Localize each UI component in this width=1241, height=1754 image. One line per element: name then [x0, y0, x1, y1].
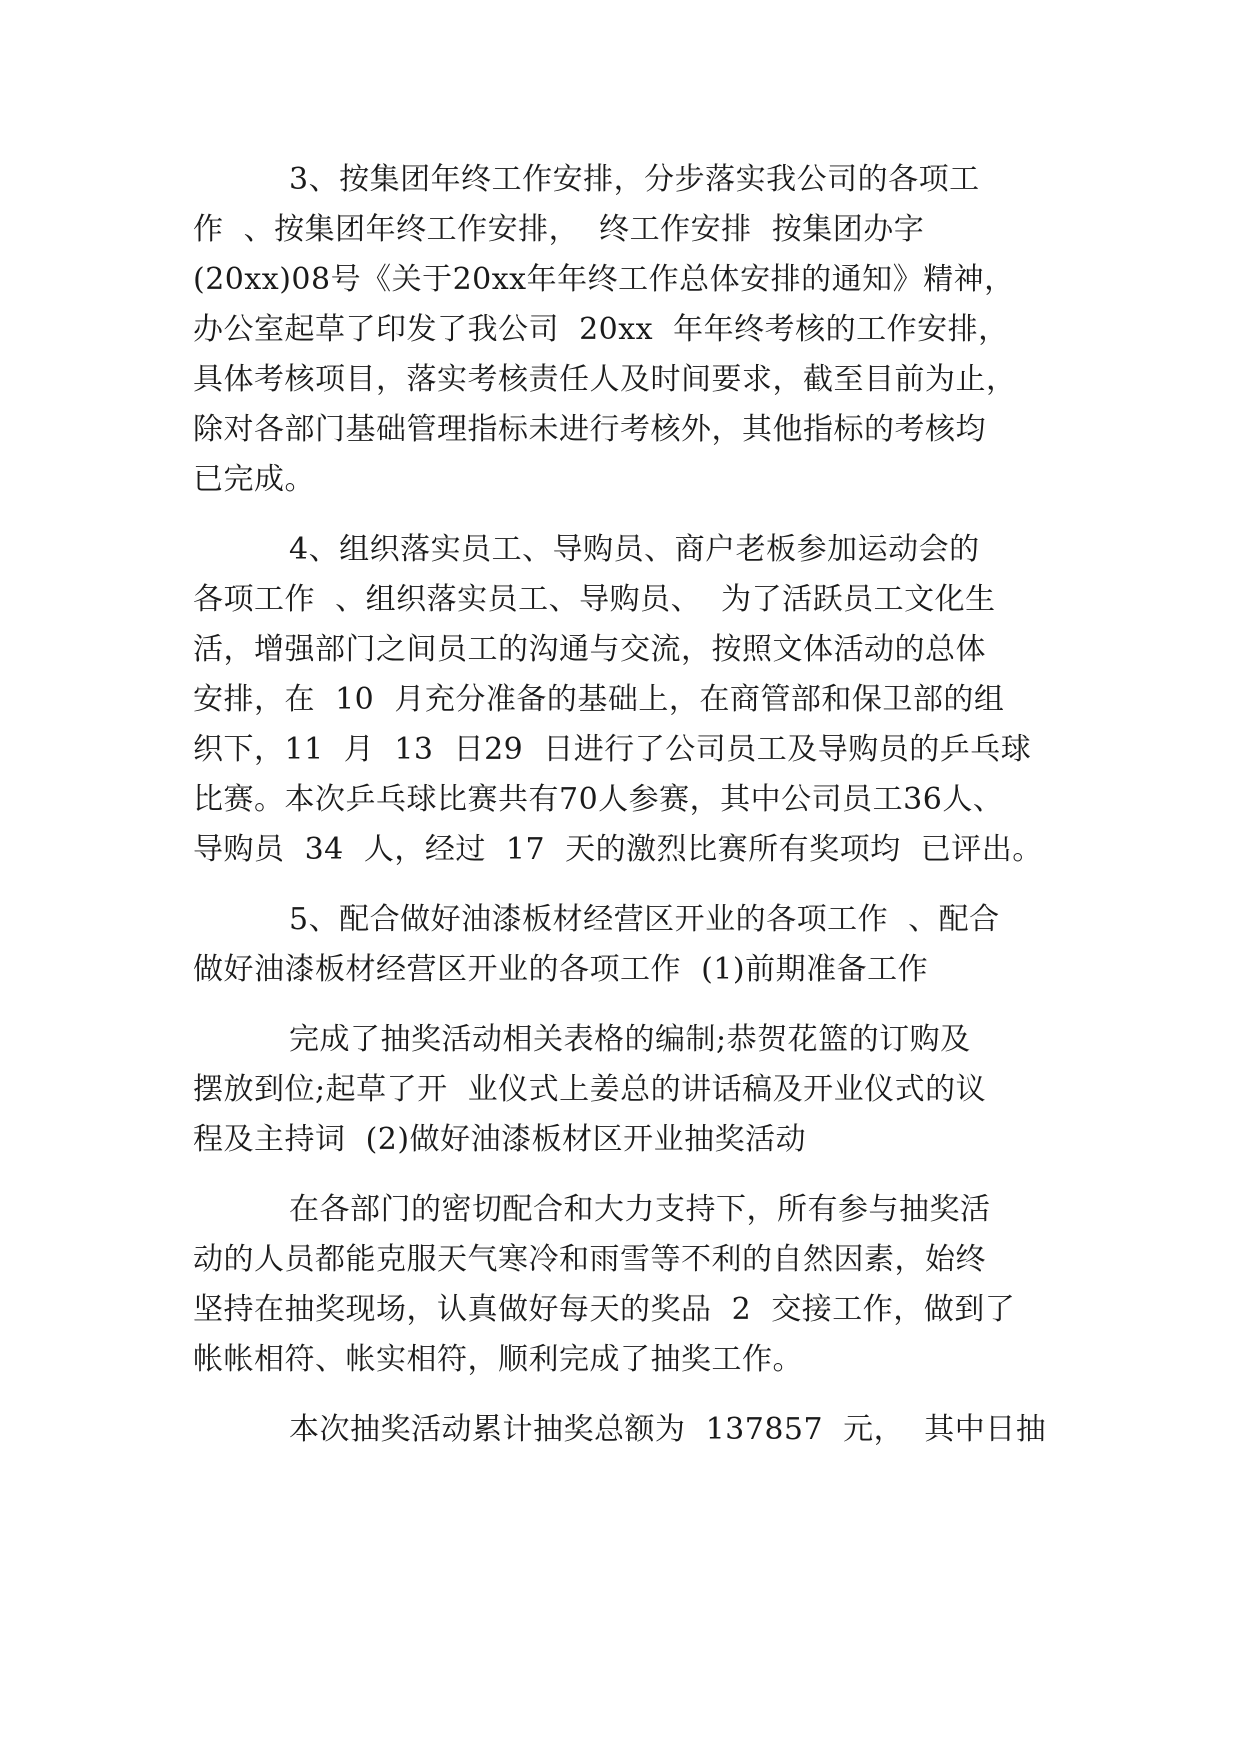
- text-line: 本次抽奖活动累计抽奖总额为 137857 元， 其中日抽: [289, 1412, 1047, 1447]
- text-line: 程及主持词 (2)做好油漆板材区开业抽奖活动: [193, 1122, 807, 1157]
- text-line: 具体考核项目，落实考核责任人及时间要求，截至目前为止，: [193, 362, 1017, 397]
- text-line: 5、配合做好油漆板材经营区开业的各项工作 、配合: [289, 902, 1000, 937]
- text-line: 除对各部门基础管理指标未进行考核外，其他指标的考核均: [193, 412, 986, 447]
- text-line: 比赛。本次乒乓球比赛共有70人参赛，其中公司员工36人、: [193, 782, 1004, 817]
- text-line: 织下，11 月 13 日29 日进行了公司员工及导购员的乒乓球: [193, 732, 1032, 767]
- text-line: 3、按集团年终工作安排，分步落实我公司的各项工: [289, 162, 980, 197]
- text-line: 帐帐相符、帐实相符，顺利完成了抽奖工作。: [193, 1342, 803, 1377]
- text-line: 办公室起草了印发了我公司 20xx 年年终考核的工作安排，: [193, 312, 1009, 347]
- text-line: 活，增强部门之间员工的沟通与交流，按照文体活动的总体: [193, 632, 986, 667]
- text-line: 已完成。: [193, 462, 315, 497]
- text-line: 各项工作 、组织落实员工、导购员、 为了活跃员工文化生: [193, 582, 996, 617]
- text-line: 做好油漆板材经营区开业的各项工作 (1)前期准备工作: [193, 952, 929, 987]
- text-line: 完成了抽奖活动相关表格的编制;恭贺花篮的订购及: [289, 1022, 971, 1057]
- text-line: (20xx)08号《关于20xx年年终工作总体安排的通知》精神，: [193, 262, 1015, 297]
- text-line: 坚持在抽奖现场，认真做好每天的奖品 2 交接工作，做到了: [193, 1292, 1016, 1327]
- text-line: 安排，在 10 月充分准备的基础上，在商管部和保卫部的组: [193, 682, 1005, 717]
- text-line: 摆放到位;起草了开 业仪式上姜总的讲话稿及开业仪式的议: [193, 1072, 987, 1107]
- text-line: 在各部门的密切配合和大力支持下，所有参与抽奖活: [289, 1192, 991, 1227]
- text-line: 作 、按集团年终工作安排， 终工作安排 按集团办字: [193, 212, 925, 247]
- text-line: 4、组织落实员工、导购员、商户老板参加运动会的: [289, 532, 980, 567]
- text-line: 导购员 34 人，经过 17 天的激烈比赛所有奖项均 已评出。: [193, 832, 1043, 867]
- text-line: 动的人员都能克服天气寒冷和雨雪等不利的自然因素，始终: [193, 1242, 986, 1277]
